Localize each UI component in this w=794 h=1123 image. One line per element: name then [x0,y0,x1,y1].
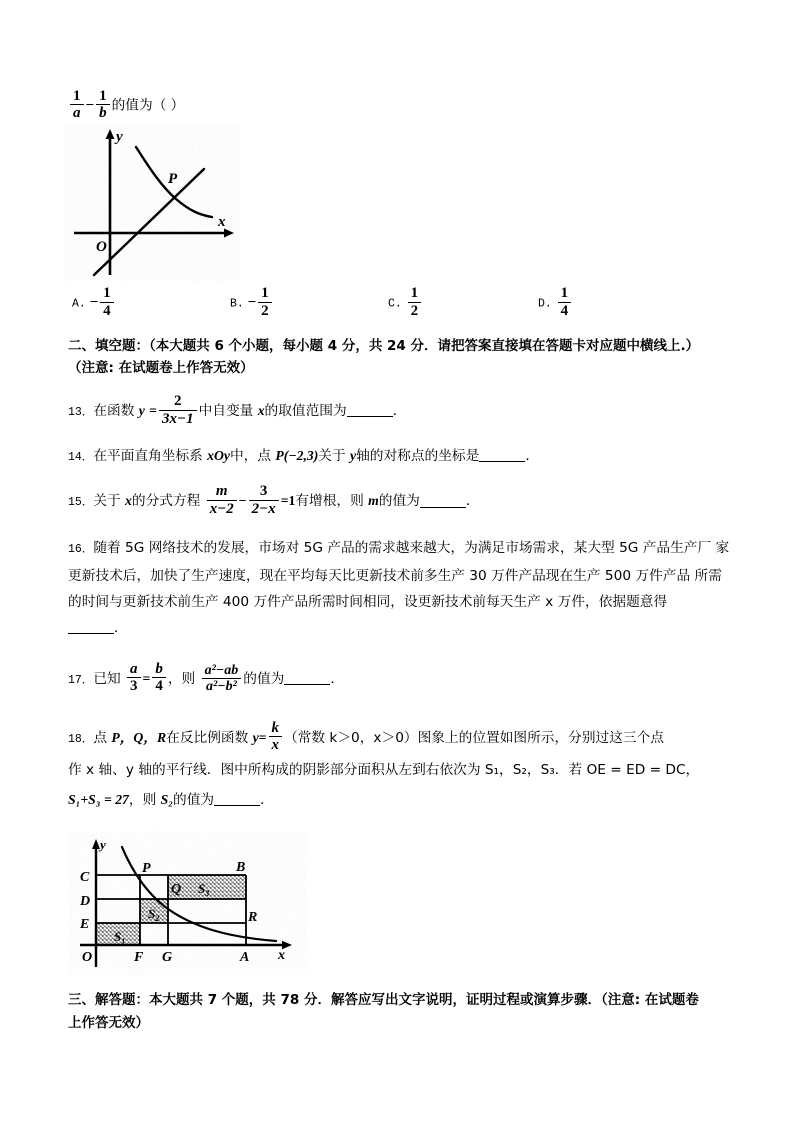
option-c-label: C. [388,297,402,311]
question-16-line-1: 随着 5G 网络技术的发展，市场对 5G 产品的需求越来越大，为满足市场需求，某大型 5G 产品生产厂 [93,539,712,556]
figure-2-origin-label: O [82,949,93,965]
question-13-part-2: 中自变量 [198,403,258,420]
figure-2-tick-a-label: A [240,949,250,965]
question-18-var-y: y [252,729,259,745]
question-14 [68,444,732,469]
figure-2-tick-c-label: C [80,869,90,885]
question-17-answer-blank[interactable] [284,684,330,685]
question-17-fraction-1 [127,661,141,694]
section-3-line-2: 上作答无效） [68,1014,149,1031]
question-15-part-4: 的值为 [378,493,420,510]
question-17-equals: = [142,670,151,686]
question-18-x-denominator: x [269,736,283,753]
question-14-tail: ． [525,448,540,465]
figure-2-tick-g-label: G [162,949,173,965]
option-d-fraction [558,285,572,318]
figure-2-label-s3: $S_3$ [198,880,210,898]
question-13-number: 13． [68,406,94,420]
question-15-var-m: m [368,493,379,509]
option-b-numerator: 1 [261,285,269,302]
figure-2-tick-d-label: D [80,893,91,909]
question-16-line-2: 家更新技术后，加快了生产速度，现在平均每天比更新技术前多生产 30 万件产品现在生产 500 万件产品 [68,539,730,584]
figure-1-container [68,125,732,283]
question-17-frac2-numerator: b [155,660,163,677]
question-17-frac3-denominator: a²−b² [202,678,242,694]
option-b-label: B. [230,297,244,311]
figure-1-point-p-label: P [168,171,178,188]
option-d-denominator: 4 [558,302,572,319]
question-14-part-4: 轴的对称点的坐标是 [356,448,480,465]
question-14-point: P(−2,3) [275,448,319,464]
question-15-part-3: 有增根，则 [295,493,369,510]
question-17-tail: ． [330,670,345,687]
question-13-answer-blank[interactable] [347,416,393,417]
question-18-l1-a: 点 [93,729,112,746]
option-b-fraction [258,285,272,318]
option-c-denominator: 2 [408,302,422,319]
question-18-line-2: 作 x 轴、y 轴的平行线．图中所构成的阴影部分面积从左到右依次为 S₁，S₂，S₃．若 OE = ED = DC， [68,761,700,778]
stem-fraction-1 [70,88,84,121]
question-18-s2-symbol: S₂ [160,791,174,807]
question-13-var-y: y [138,403,145,419]
question-stem [68,88,732,121]
question-15-frac1-denominator: x−2 [207,500,237,517]
figure-2-point-p-label: P [142,860,151,876]
question-18-number: 18． [68,732,94,746]
stem-frac1-numerator: 1 [73,88,81,104]
section-2-heading [68,335,732,379]
figure-1-x-label: x [218,214,226,231]
question-18-k-numerator: k [271,719,279,736]
question-15-fraction-1 [207,483,237,516]
figure-2-x-label: x [278,947,285,963]
question-17-number: 17． [68,673,94,687]
figure-1-origin-label: O [96,239,107,256]
figure-2-point-q-label: Q [171,881,182,897]
option-b-sign: − [247,294,257,311]
question-17 [68,661,732,698]
question-15-frac2-numerator: 3 [259,483,268,500]
question-18-fraction-k-x [269,720,283,753]
question-18-l3-b: ，则 [128,791,161,808]
question-13-var-x: x [257,403,265,419]
answer-options [68,285,732,329]
question-17-part-1: 已知 [93,670,126,687]
question-14-coord-system: xOy [207,448,230,464]
question-18-answer-blank[interactable] [214,805,260,806]
question-15-number: 15． [68,496,94,510]
question-13-tail: ． [392,403,407,420]
question-13-denominator: 3x−1 [159,410,197,427]
question-15-equals-one: =1 [280,493,296,509]
figure-2-tick-f-label: F [134,949,144,965]
question-14-part-1: 在平面直角坐标系 [93,448,208,465]
stem-frac2-denominator: b [96,104,110,121]
question-17-frac1-denominator: 3 [127,677,141,694]
option-d-label: D. [538,297,552,311]
option-d-numerator: 1 [560,285,569,302]
question-18 [68,720,732,815]
figure-2-svg [70,831,306,975]
question-18-l1-c: （常数 k＞0，x＞0）图象上的位置如图所示，分别过这三个点 [284,729,664,746]
question-15-frac1-numerator: m [215,483,228,500]
option-d[interactable] [538,285,573,318]
option-a-denominator: 4 [100,302,114,319]
figure-2-y-label: y [100,836,106,852]
question-16-answer-blank[interactable] [68,633,114,634]
figure-2-graph [70,831,306,975]
question-17-frac2-denominator: 4 [152,677,166,694]
option-c[interactable] [388,285,423,318]
question-15 [68,483,732,520]
question-18-sum-expression: S₁+S₃ = 27 [68,791,129,807]
figure-1-svg [64,125,240,281]
figure-2-point-b-label: B [236,859,246,875]
question-14-part-3: 关于 [318,448,351,465]
question-13-equals: = [149,403,157,419]
question-13-fraction [159,393,197,426]
option-b-denominator: 2 [258,302,272,319]
figure-2-label-s2: $S_2$ [148,905,160,923]
stem-fraction-2 [96,88,110,121]
question-14-axis: y [350,448,357,464]
question-16 [68,535,732,641]
stem-tail-text: 的值为（ ） [111,97,185,114]
question-14-number: 14． [68,451,94,465]
question-15-minus: − [238,493,247,509]
question-17-part-2: ，则 [167,670,200,687]
question-13-part-3: 的取值范围为 [264,403,347,420]
figure-2-tick-e-label: E [80,916,90,932]
option-a-sign: − [89,294,99,311]
question-15-frac2-denominator: 2−x [249,500,279,517]
figure-1-y-label: y [116,129,123,146]
question-16-tail: ． [114,619,128,636]
section-2-line-2: （注意: 在试题卷上作答无效） [68,360,254,377]
stem-frac1-denominator: a [70,104,84,121]
question-18-equals: = [258,729,267,745]
question-18-line-1 [68,719,664,753]
question-14-answer-blank[interactable] [479,461,525,462]
question-16-number: 16． [68,542,94,556]
question-17-part-3: 的值为 [243,670,285,687]
stem-frac2-numerator: 1 [99,88,107,104]
option-b[interactable] [230,285,274,318]
figure-2-label-s1: $S_1$ [114,928,126,946]
question-17-frac1-numerator: a [130,660,138,677]
question-16-line-3: 所需的时间与更新技术前生产 400 万件产品所需时间相同，设更新技术前每天生产 x 万件，依据题意得 [68,567,722,610]
question-15-answer-blank[interactable] [420,507,466,508]
section-3-heading [68,989,732,1035]
figure-2-point-r-label: R [248,909,258,925]
question-15-part-1: 关于 [93,493,126,510]
question-17-fraction-3 [202,663,242,694]
question-15-part-2: 的分式方程 [131,493,205,510]
option-a-fraction [100,285,114,318]
option-a[interactable] [72,285,116,318]
stem-minus-sign: − [85,97,95,114]
question-14-part-2: 中，点 [229,448,276,465]
question-18-points: P，Q，R [111,729,167,745]
option-a-label: A. [72,297,86,311]
question-18-line-3 [68,785,732,815]
figure-2-container [68,831,732,971]
question-17-fraction-2 [152,661,166,694]
figure-1-graph [64,125,240,281]
question-15-tail: ． [465,493,480,510]
question-18-l3-d: 的值为 [173,791,215,808]
option-c-numerator: 1 [410,285,419,302]
question-13 [68,393,732,430]
option-c-fraction [408,285,422,318]
question-17-frac3-numerator: a²−ab [204,662,239,678]
question-18-l1-b: 在反比例函数 [166,729,253,746]
section-2-line-1: 二、填空题：（本大题共 6 个小题，每小题 4 分，共 24 分．请把答案直接填在答题卡对应题中横线上.） [68,338,700,355]
question-15-var-x: x [125,493,132,509]
question-15-fraction-2 [249,483,279,516]
question-16-answer-line [68,615,732,641]
option-a-numerator: 1 [103,285,111,302]
page-content [68,88,732,1035]
question-18-tail: ． [260,791,274,808]
question-13-part-1: 在函数 [93,403,139,420]
question-13-numerator: 2 [174,393,182,410]
section-3-line-1: 三、解答题：本大题共 7 个题，共 78 分．解答应写出文字说明，证明过程或演算步骤．（注意: 在试题卷 [68,991,699,1008]
